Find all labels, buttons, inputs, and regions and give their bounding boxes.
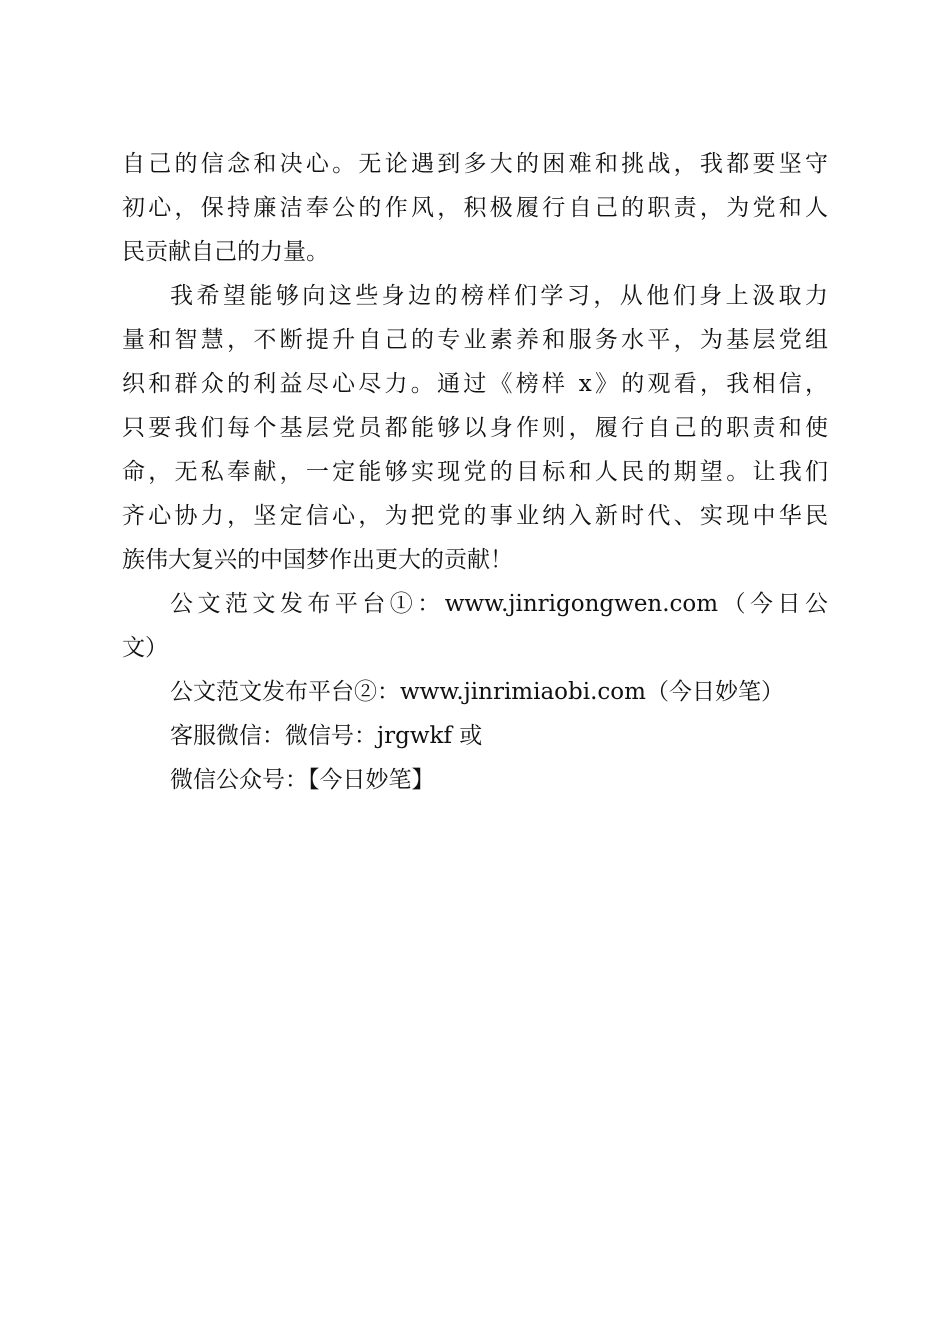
paragraph-line: 我希望能够向这些身边的榜样们学习，从他们身上汲取力 xyxy=(170,283,828,309)
footer-platform-1-continued: 文） xyxy=(122,635,168,661)
paragraph-line: 齐心协力，坚定信心，为把党的事业纳入新时代、实现中华民 xyxy=(122,503,828,529)
footer-platform-2: 公文范文发布平台②：www.jinrimiaobi.com（今日妙笔） xyxy=(170,679,784,705)
paragraph-line: 初心，保持廉洁奉公的作风，积极履行自己的职责，为党和人 xyxy=(122,195,828,221)
paragraph-line: 族伟大复兴的中国梦作出更大的贡献！ xyxy=(122,547,513,573)
paragraph-line: 只要我们每个基层党员都能够以身作则，履行自己的职责和使 xyxy=(122,415,828,441)
paragraph-line: 自己的信念和决心。无论遇到多大的困难和挑战，我都要坚守 xyxy=(122,151,828,177)
paragraph-line: 量和智慧，不断提升自己的专业素养和服务水平，为基层党组 xyxy=(122,327,828,353)
footer-platform-1: 公文范文发布平台①：www.jinrigongwen.com（今日公 xyxy=(170,591,828,617)
footer-wechat-service: 客服微信：微信号：jrgwkf 或 xyxy=(170,723,483,749)
document-body xyxy=(122,142,828,802)
footer-wechat-public: 微信公众号：【今日妙笔】 xyxy=(170,767,435,793)
paragraph-line: 民贡献自己的力量。 xyxy=(122,239,329,265)
paragraph-line: 织和群众的利益尽心尽力。通过《榜样 x》的观看，我相信， xyxy=(122,371,828,397)
paragraph-line: 命，无私奉献，一定能够实现党的目标和人民的期望。让我们 xyxy=(122,459,828,485)
